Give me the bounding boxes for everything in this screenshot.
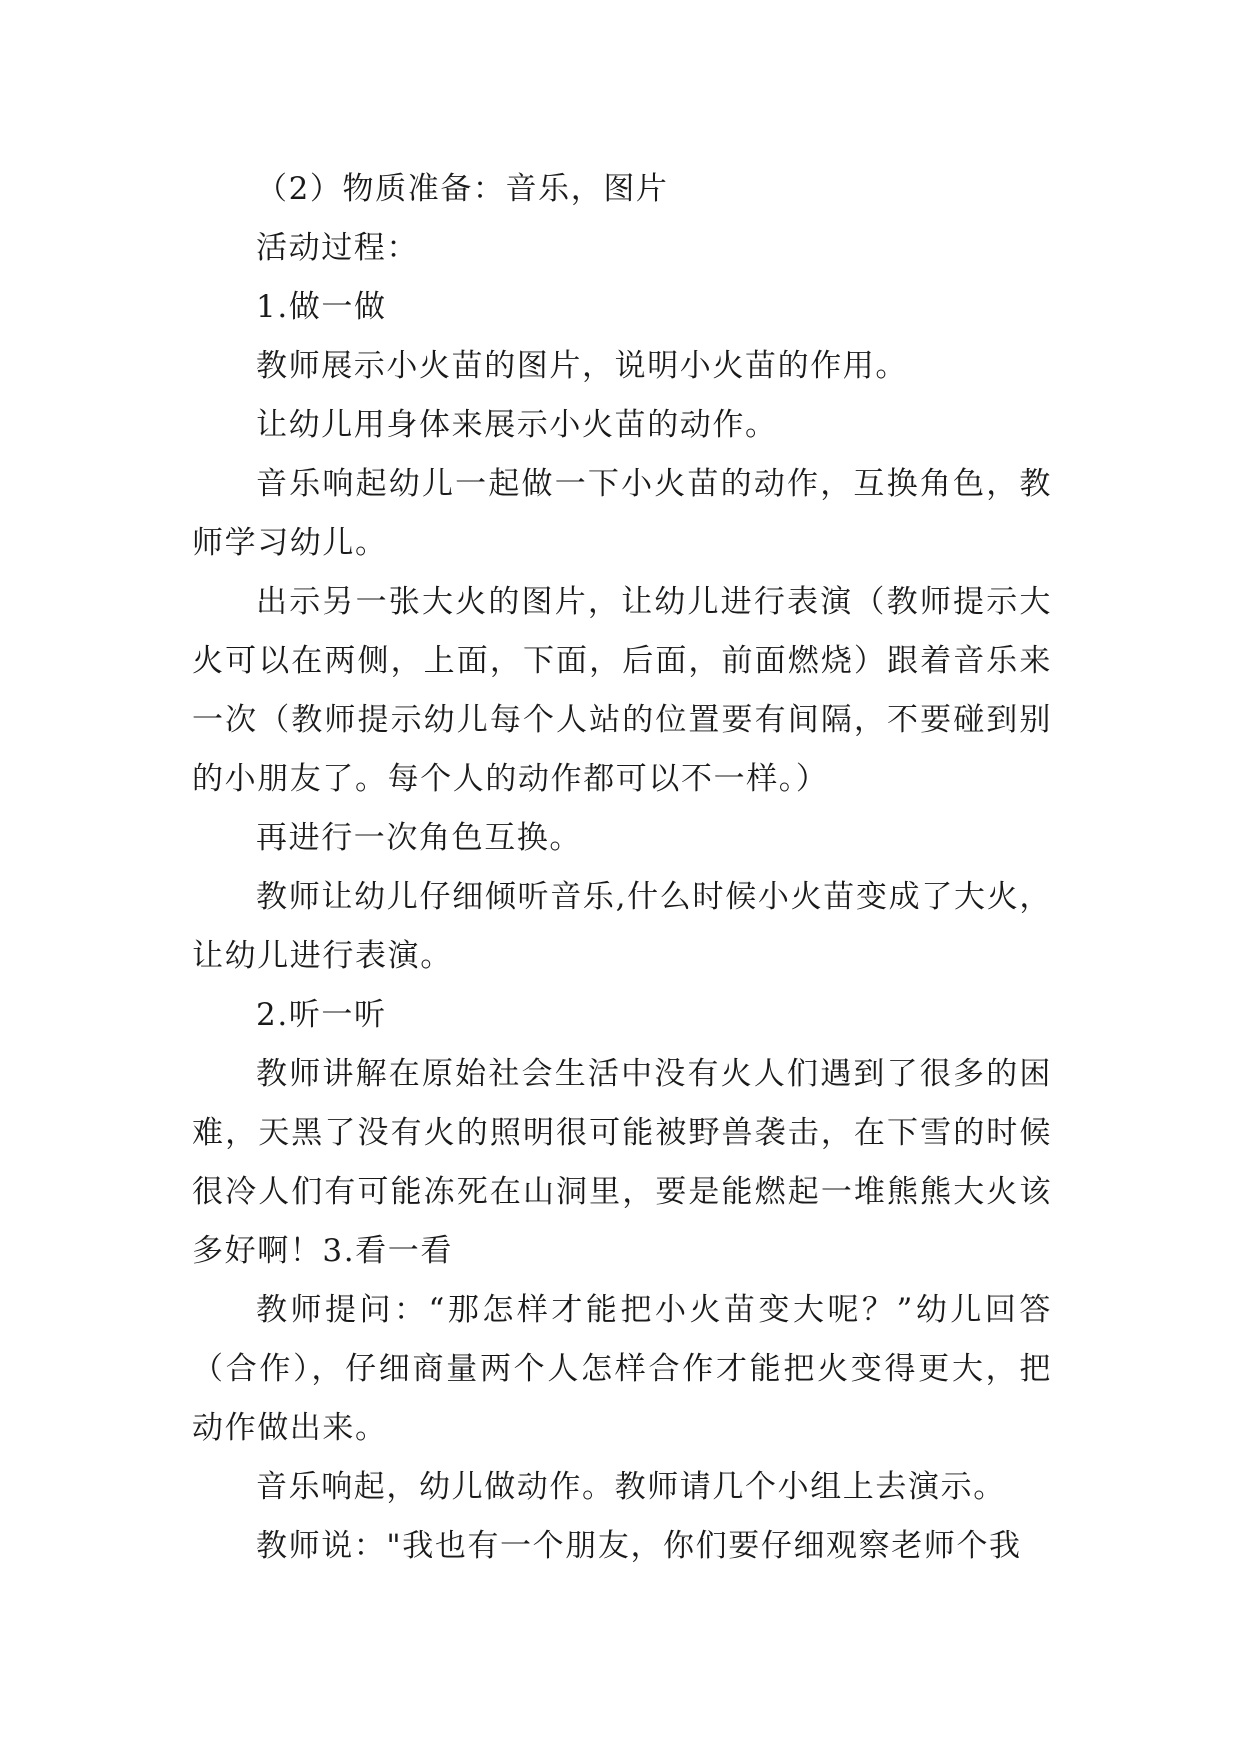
document-body (192, 160, 1052, 1576)
paragraph: 教师展示小火苗的图片，说明小火苗的作用。 (256, 348, 908, 384)
paragraph: 教师讲解在原始社会生活中没有火人们遇到了很多的困难，天黑了没有火的照明很可能被野兽袭击，在下雪的时候很冷人们有可能冻死在山洞里，要是能燃起一堆熊熊大火该多好啊！3.看一看 (192, 1056, 1052, 1269)
paragraph: 再进行一次角色互换。 (256, 820, 582, 856)
paragraph: 音乐响起，幼儿做动作。教师请几个小组上去演示。 (256, 1469, 1006, 1505)
heading-step-2: 2.听一听 (256, 997, 387, 1033)
paragraph: 教师说："我也有一个朋友，你们要仔细观察老师个我 (256, 1528, 1022, 1564)
paragraph-activity-process: 活动过程： (256, 230, 419, 266)
paragraph: 教师提问：“那怎样才能把小火苗变大呢？”幼儿回答（合作），仔细商量两个人怎样合作才能把火变得更大，把动作做出来。 (192, 1292, 1052, 1446)
paragraph: 让幼儿用身体来展示小火苗的动作。 (256, 407, 778, 443)
paragraph: 教师让幼儿仔细倾听音乐,什么时候小火苗变成了大火，让幼儿进行表演。 (192, 879, 1052, 974)
heading-step-1: 1.做一做 (256, 289, 387, 325)
paragraph: 出示另一张大火的图片，让幼儿进行表演（教师提示大火可以在两侧，上面，下面，后面，前面燃烧）跟着音乐来一次（教师提示幼儿每个人站的位置要有间隔，不要碰到别的小朋友了。每个人的动作都可以不一样。） (192, 584, 1052, 797)
paragraph-material-prep: （2）物质准备：音乐，图片 (256, 171, 669, 207)
paragraph: 音乐响起幼儿一起做一下小火苗的动作，互换角色，教师学习幼儿。 (192, 466, 1052, 561)
